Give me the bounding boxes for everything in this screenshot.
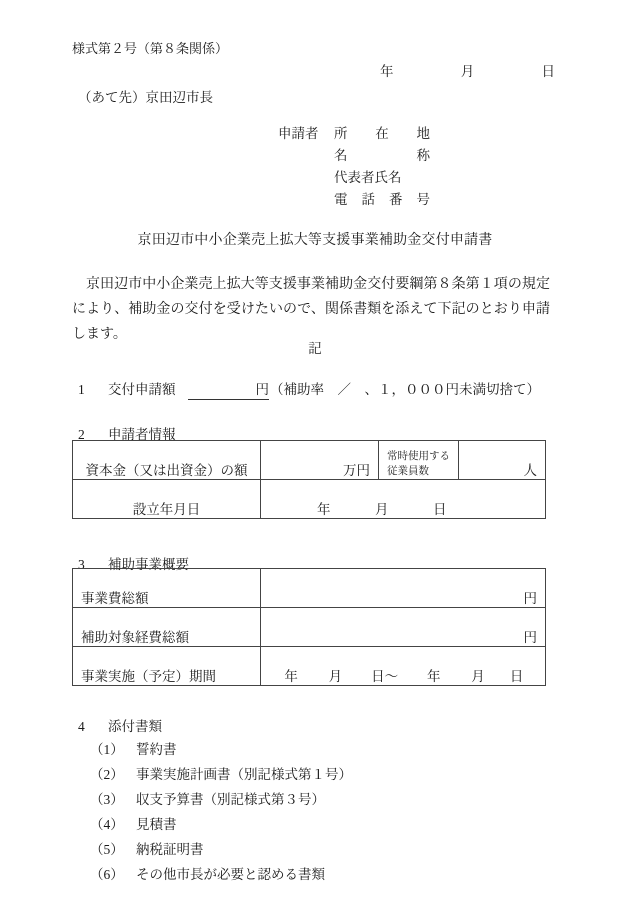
employee-label-line1: 常時使用する xyxy=(387,451,450,462)
capital-amount-label: 資本金（又は出資金）の額 xyxy=(73,441,261,480)
char: 号 xyxy=(416,192,430,207)
applicant-row-representative xyxy=(278,166,430,188)
table-row xyxy=(73,480,546,519)
applicant-field-phone xyxy=(334,188,430,208)
char: 所 xyxy=(334,126,348,141)
date-year-label: 年 xyxy=(380,64,394,79)
project-period-label: 事業実施（予定）期間 xyxy=(73,647,261,686)
item-1-amount-blank xyxy=(188,378,270,400)
page-title: 京田辺市中小企業売上拡大等支援事業補助金交付申請書 xyxy=(137,233,493,248)
date-line xyxy=(380,60,555,80)
establishment-year: 年 xyxy=(317,502,331,517)
attachment-number: （2） xyxy=(90,767,124,782)
section-3-number: 3 xyxy=(78,557,85,572)
period-end-year: 年 xyxy=(427,669,441,684)
item-1-grant-amount xyxy=(78,378,540,400)
project-overview-table xyxy=(72,568,546,686)
form-number: 様式第２号（第８条関係） xyxy=(72,41,229,56)
list-item xyxy=(90,862,352,887)
applicant-field-name xyxy=(334,144,430,164)
attachment-number: （5） xyxy=(90,842,124,857)
item-1-number: 1 xyxy=(78,382,85,397)
attachment-text: 納税証明書 xyxy=(136,842,204,857)
applicant-info-table xyxy=(72,440,546,519)
attachment-number: （1） xyxy=(90,742,124,757)
ki-marker: 記 xyxy=(308,341,322,356)
char: 電 xyxy=(334,192,348,207)
char: 名 xyxy=(334,148,348,163)
employee-count-unit: 人 xyxy=(523,463,537,478)
addressee: （あて先）京田辺市長 xyxy=(78,90,213,105)
attachment-text: その他市長が必要と認める書類 xyxy=(136,867,325,882)
applicant-field-address xyxy=(334,122,430,142)
item-1-label: 交付申請額 xyxy=(108,382,176,397)
list-item xyxy=(90,837,352,862)
employee-count-input-cell[interactable] xyxy=(459,441,546,480)
establishment-date-fields xyxy=(269,498,537,518)
applicant-row-address xyxy=(278,122,430,144)
capital-amount-input-cell[interactable] xyxy=(261,441,379,480)
project-period-input-cell[interactable] xyxy=(261,647,546,686)
applicant-row-name xyxy=(278,144,430,166)
capital-amount-unit: 万円 xyxy=(343,463,370,478)
section-4-heading xyxy=(78,715,162,735)
section-2-number: 2 xyxy=(78,427,85,442)
section-3-title: 補助事業概要 xyxy=(108,557,189,572)
attachment-text: 収支予算書（別記様式第３号） xyxy=(136,792,325,807)
total-project-cost-unit: 円 xyxy=(523,591,537,606)
list-item xyxy=(90,762,352,787)
applicant-label: 申請者 xyxy=(278,126,319,141)
applicant-block xyxy=(278,122,430,210)
char: 代表者氏名 xyxy=(334,170,402,185)
period-start-day: 日～ xyxy=(371,669,399,684)
period-start-month: 月 xyxy=(328,669,343,684)
char: 地 xyxy=(416,126,430,141)
attachment-number: （6） xyxy=(90,867,124,882)
section-4-title: 添付書類 xyxy=(108,719,162,734)
item-1-unit: 円 xyxy=(255,382,269,397)
char: 番 xyxy=(389,192,403,207)
subsidy-eligible-cost-input-cell[interactable] xyxy=(261,608,546,647)
attachment-text: 見積書 xyxy=(136,817,177,832)
table-row xyxy=(73,569,546,608)
date-day-label: 日 xyxy=(541,64,555,79)
list-item xyxy=(90,787,352,812)
attachment-text: 誓約書 xyxy=(136,742,177,757)
applicant-row-phone xyxy=(278,188,430,210)
list-item xyxy=(90,737,352,762)
period-start-year: 年 xyxy=(284,669,298,684)
char: 在 xyxy=(375,126,389,141)
table-row xyxy=(73,647,546,686)
project-period-fields xyxy=(269,665,537,685)
section-2-title: 申請者情報 xyxy=(108,427,176,442)
attachment-number: （4） xyxy=(90,817,124,832)
applicant-field-representative xyxy=(334,166,430,186)
table-row xyxy=(73,441,546,480)
body-paragraph: 京田辺市中小企業売上拡大等支援事業補助金交付要綱第８条第１項の規定により、補助金の交付を受けたいので、関係書類を添えて下記のとおり申請します。 xyxy=(72,277,550,342)
establishment-date-input-cell[interactable] xyxy=(261,480,546,519)
subsidy-eligible-cost-unit: 円 xyxy=(523,630,537,645)
establishment-day: 日 xyxy=(433,502,447,517)
employee-count-label xyxy=(379,441,459,480)
subsidy-eligible-cost-label: 補助対象経費総額 xyxy=(73,608,261,647)
list-item xyxy=(90,812,352,837)
total-project-cost-input-cell[interactable] xyxy=(261,569,546,608)
char: 称 xyxy=(416,148,430,163)
period-end-month: 月 xyxy=(471,669,485,684)
date-month-label: 月 xyxy=(460,64,475,79)
attachment-list xyxy=(90,737,352,887)
total-project-cost-label: 事業費総額 xyxy=(73,569,261,608)
item-1-note: （補助率 ／ 、１，０００円未満切捨て） xyxy=(270,382,540,397)
section-4-number: 4 xyxy=(78,719,85,734)
period-end-day: 日 xyxy=(509,669,524,684)
attachment-text: 事業実施計画書（別記様式第１号） xyxy=(136,767,352,782)
table-row xyxy=(73,608,546,647)
employee-label-line2: 従業員数 xyxy=(387,466,429,477)
establishment-month: 月 xyxy=(375,502,389,517)
attachment-number: （3） xyxy=(90,792,124,807)
establishment-date-label: 設立年月日 xyxy=(73,480,261,519)
char: 話 xyxy=(361,192,375,207)
